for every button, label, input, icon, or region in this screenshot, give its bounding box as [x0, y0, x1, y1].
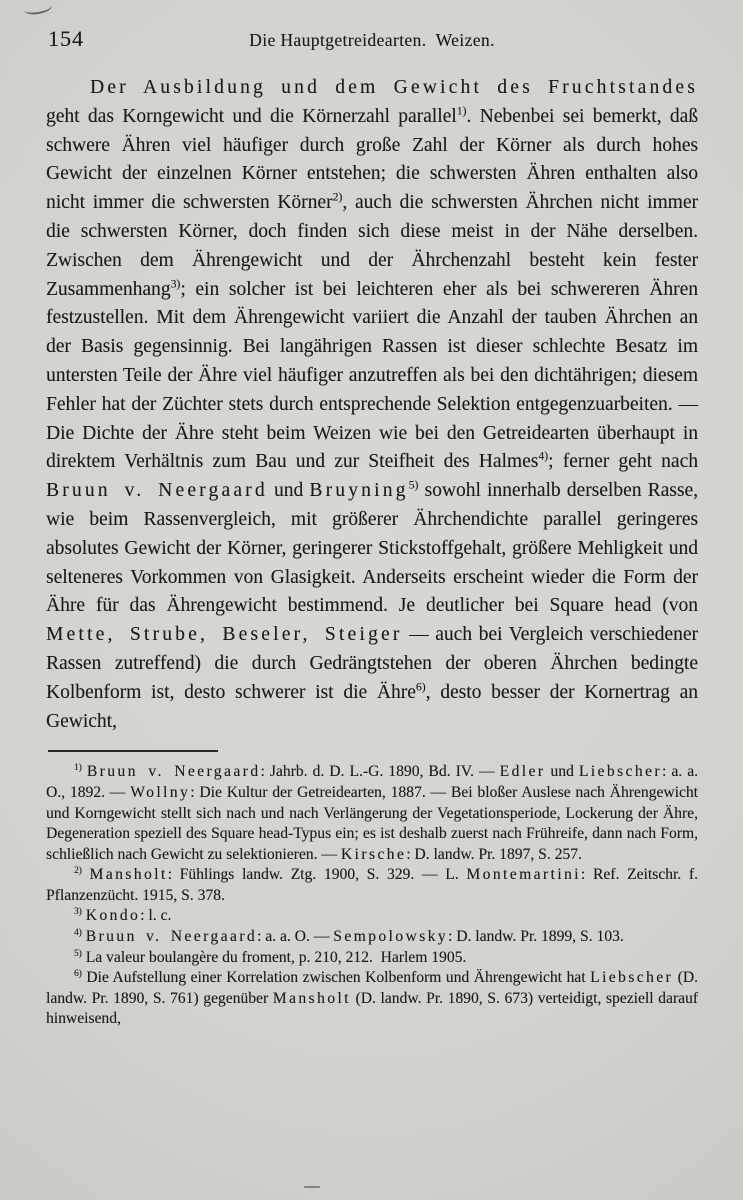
footnote-marker: 6): [74, 969, 82, 980]
text-segment: Die Aufstellung einer Korrelation zwischen Kolbenform und Ährengewicht hat: [81, 969, 591, 987]
text-segment: (D. landw. Pr. 1890, S. 761) gegenüber: [46, 969, 698, 1007]
emphasized-name: Montemartini: [466, 866, 581, 884]
text-segment: ; ein solcher ist bei leichteren eher als bei schwereren Ähren festzustellen. Mit dem Ährengewicht variiert die Anzahl der tauben Ährchen an der Basis gegensinnig. Bei langährigen Rassen ist dieser schlechte Besatz im untersten Teile der Ähre viel häufiger anzutreffen als bei den dichtährigen; diesem Fehler hat der Züchter stets durch entsprechende Selektion entgegenzuarbeiten. — Die Dichte der Ähre steht beim Weizen wie bei den Getreidearten überhaupt in direktem Verhältnis zum Bau und zur Steifheit des Halmes: [46, 278, 698, 473]
text-segment: : a. a. O. —: [257, 928, 334, 946]
footnote-1: [46, 762, 698, 865]
main-paragraph: [46, 74, 698, 736]
text-segment: sowohl innerhalb derselben Rasse, wie beim Rassenvergleich, mit größerer Ährchendichte parallel geringeres absolutes Gewicht der Körner, geringerer Stickstoffgehalt, größere Mehligkeit und selteneres Vorkommen von Glasigkeit. Anderseits erscheint wieder die Form der Ähre für das Ährengewicht bestimmend. Je deutlicher bei Square head (von: [46, 480, 699, 617]
emphasized-name: Sempolowsky: [333, 928, 449, 946]
text-segment: La valeur boulangère du froment, p. 210, 212. Harlem 1905.: [81, 948, 467, 966]
footnote-ref-4: 4): [538, 449, 549, 463]
footnote-marker: 4): [74, 927, 82, 938]
footnote-ref-2: 2): [332, 190, 343, 204]
footnote-marker: 5): [74, 948, 82, 959]
emphasized-name: Mansholt: [89, 866, 168, 884]
emphasized-name: Bruun v. Neergaard: [86, 763, 261, 781]
emphasized-name: Liebscher: [590, 969, 674, 987]
text-segment: , desto besser der Kornertrag an Gewicht,: [46, 681, 698, 732]
text-segment: — auch bei Vergleich verschiedener Rassen zutreffend) die durch Gedrängtstehen der oberen Ährchen bedingte Kolbenform ist, desto schwerer ist die Ähre: [46, 624, 698, 703]
footnote-separator: [48, 750, 218, 752]
emphasized-name: Liebscher: [578, 763, 662, 781]
page-header: [46, 26, 698, 66]
emphasized-name: Mansholt: [272, 989, 351, 1007]
footnote-marker: 2): [74, 866, 82, 877]
text-segment: : Jahrb. d. D. L.-G. 1890, Bd. IV. —: [260, 763, 500, 781]
emphasized-name: Kondo: [85, 907, 141, 925]
footnote-ref-5: 5): [408, 478, 419, 492]
footnote-ref-3: 3): [170, 277, 181, 291]
emphasized-name: Bruyning: [309, 480, 409, 502]
text-segment: und: [267, 480, 310, 502]
footnote-4: [46, 927, 698, 948]
footnote-6: [46, 968, 698, 1030]
text-segment: : D. landw. Pr. 1899, S. 103.: [448, 928, 624, 946]
text-segment: : Ref. Zeitschr. f. Pflanzenzücht. 1915, S. 378.: [46, 866, 698, 904]
text-segment: [82, 866, 90, 883]
emphasized-name: Bruun v. Neergaard: [46, 480, 268, 502]
footnote-5: [46, 948, 698, 969]
emphasized-name: Mette, Strube, Beseler, Steiger: [46, 624, 403, 646]
text-segment: ; ferner geht nach: [548, 451, 698, 473]
text-segment: : Die Kultur der Getreidearten, 1887. — Bei bloßer Auslese nach Ährengewicht und Korngewicht stellt sich nach und nach Verlängerung der Vegetationsperiode, Lockerung der Ähre, Degeneration speziell des Square head-Typus ein; es ist deshalb zuerst nach Frühreife, dann nach Form, schließlich nach Gewicht zu selektionieren. —: [46, 783, 699, 863]
running-header: Die Hauptgetreidearten. Weizen.: [249, 30, 495, 50]
emphasized-name: Edler: [499, 763, 546, 781]
text-segment: geht das Korngewicht und die Körnerzahl parallel: [46, 105, 457, 127]
text-segment: , auch die schwersten Ährchen nicht immer die schwersten Körner, doch finden sich diese meist in der Nähe derselben. Zwischen dem Ährengewicht und der Ährchenzahl besteht kein fester Zusammenhang: [46, 192, 698, 300]
text-segment: : Fühlings landw. Ztg. 1900, S. 329. — L.: [167, 866, 467, 884]
text-segment: . Nebenbei sei bemerkt, daß schwere Ähren viel häufiger durch große Zahl der Körner als durch hohes Gewicht der einzelnen Körner entstehen; die schwersten Ähren enthalten also nicht immer die schwersten Körner: [46, 105, 699, 214]
text-segment: : a. a. O., 1892. —: [46, 763, 699, 801]
footnote-ref-1: 1): [456, 104, 467, 118]
text-segment: (D. landw. Pr. 1890, S. 673) verteidigt, speziell darauf hinweisend,: [46, 989, 698, 1028]
emphasized-name: Wollny: [130, 783, 191, 801]
footnote-ref-6: 6): [415, 680, 426, 694]
footnote-2: [46, 865, 698, 906]
emphasized-name: Kirsche: [340, 845, 407, 863]
text-segment: : l. c.: [140, 907, 172, 925]
page-number: 154: [48, 26, 84, 51]
footnotes-section: [46, 762, 698, 1030]
text-segment: : D. landw. Pr. 1897, S. 257.: [406, 845, 582, 863]
emphasized-name: Bruun v. Neergaard: [85, 928, 258, 946]
footnote-marker: 1): [74, 763, 82, 774]
emphasized-phrase: Der Ausbildung und dem Gewicht des Fruchtstandes: [90, 77, 698, 98]
scan-artifact: [23, 0, 53, 16]
footnote-3: [46, 906, 698, 927]
text-segment: und: [545, 763, 579, 781]
footnote-marker: 3): [74, 907, 82, 918]
scan-artifact: [304, 1186, 320, 1188]
